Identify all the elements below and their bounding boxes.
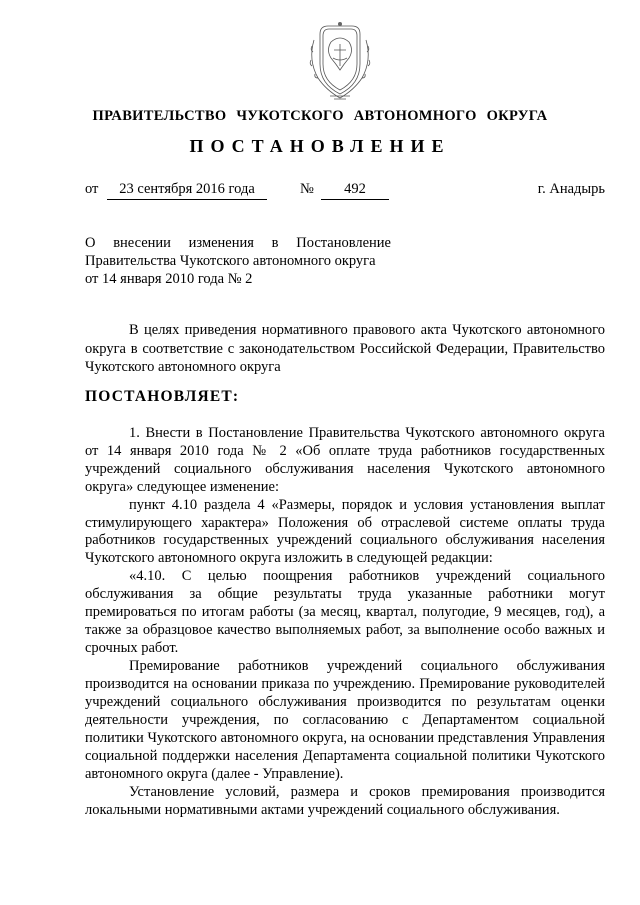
date-number-line	[85, 181, 605, 203]
from-label: от	[85, 181, 99, 197]
document-title	[85, 234, 391, 288]
title-line: О внесении изменения в Постановление	[85, 235, 391, 251]
paragraph: Установление условий, размера и сроков премирования производится локальными нормативными актами учреждений социального обслуживания.	[85, 784, 605, 819]
document-number: 492	[321, 181, 389, 200]
document-type: ПОСТАНОВЛЕНИЕ	[189, 136, 451, 156]
paragraph: «4.10. С целью поощрения работников учреждений социального обслуживания за общие результаты труда указанные работники могут премироваться по итогам работы (за месяц, квартал, полугодие, 9 месяцев, год), а также за образцовое качество выполняемых работ, за выполнение особо важных и срочных работ.	[85, 568, 605, 656]
document-body	[85, 425, 605, 820]
title-line: Правительства Чукотского автономного округа	[85, 253, 376, 269]
decree-word: ПОСТАНОВЛЯЕТ:	[85, 388, 240, 405]
preamble	[85, 321, 605, 377]
chukotka-coat-of-arms-icon	[300, 20, 380, 102]
number-label: №	[300, 181, 314, 197]
city: г. Анадырь	[537, 181, 605, 197]
paragraph: Премирование работников учреждений социального обслуживания производится на основании приказа по учреждению. Премирование руководителей учреждений социального обслуживания производится по результатам оценки деятельности учреждения, по согласованию с Департаментом социальной политики Чукотского автономного округа, на основании представления Управления социальной поддержки населения Департамента социальной политики Чукотского автономного округа (далее - Управление).	[85, 658, 605, 782]
document-date: 23 сентября 2016 года	[107, 181, 267, 200]
preamble-text: В целях приведения нормативного правового акта Чукотского автономного округа в соответствие с законодательством Российской Федерации, Правительство Чукотского автономного округа	[85, 322, 605, 375]
paragraph: 1. Внести в Постановление Правительства Чукотского автономного округа от 14 января 2010 года № 2 «Об оплате труда работников государственных учреждений социального обслуживания населения Чукотского автономного округа» следующее изменение:	[85, 425, 605, 495]
title-line: от 14 января 2010 года № 2	[85, 271, 253, 287]
paragraph: пункт 4.10 раздела 4 «Размеры, порядок и условия установления выплат стимулирующего характера» Положения об отраслевой системе оплаты труда работников государственных учреждений социального обслуживания населения Чукотского автономного округа изложить в следующей редакции:	[85, 496, 605, 567]
organization-name: ПРАВИТЕЛЬСТВО ЧУКОТСКОГО АВТОНОМНОГО ОКРУГА	[92, 108, 548, 124]
